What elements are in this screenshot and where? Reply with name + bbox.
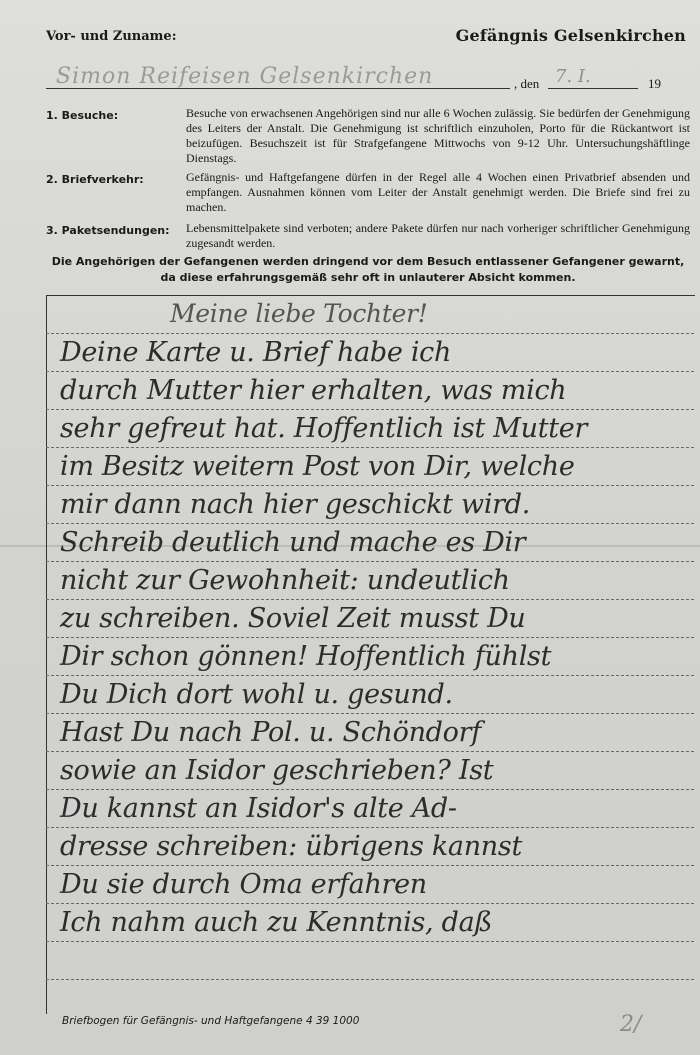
ruled-line — [46, 637, 694, 638]
ruled-line — [46, 979, 694, 980]
ruled-line — [46, 447, 694, 448]
handwritten-line: nicht zur Gewohnheit: undeutlich — [60, 565, 510, 596]
form-footer: Briefbogen für Gefängnis- und Haftgefangene 4 39 1000 — [62, 1015, 360, 1027]
handwritten-line: sehr gefreut hat. Hoffentlich ist Mutter — [60, 413, 588, 444]
handwritten-line: zu schreiben. Soviel Zeit musst Du — [60, 603, 526, 634]
warning-notice: Die Angehörigen der Gefangenen werden dringend vor dem Besuch entlassener Gefangener gewarnt, da diese erfahrungsgemäß sehr oft in unlauterer Absicht kommen. — [51, 255, 685, 284]
corner-mark: 2/ — [620, 1012, 642, 1037]
handwritten-line: Dir schon gönnen! Hoffentlich fühlst — [60, 641, 552, 672]
sender-handwritten: Simon Reifeisen Gelsenkirchen — [56, 64, 434, 89]
date-label: , den — [514, 76, 540, 91]
ruled-line — [46, 599, 694, 600]
name-line — [46, 88, 510, 89]
ruled-line — [46, 713, 694, 714]
ruled-line — [46, 409, 694, 410]
handwritten-line: dresse schreiben: übrigens kannst — [60, 831, 523, 862]
date-line — [548, 88, 638, 89]
ruled-line — [46, 827, 694, 828]
handwritten-line: Hast Du nach Pol. u. Schöndorf — [60, 717, 481, 748]
name-label: Vor- und Zuname: — [46, 29, 177, 44]
ruled-line — [46, 561, 694, 562]
ruled-line — [46, 333, 694, 334]
handwritten-line: Du sie durch Oma erfahren — [60, 869, 427, 900]
handwritten-line: Schreib deutlich und mache es Dir — [60, 527, 526, 558]
handwritten-line: mir dann nach hier geschickt wird. — [60, 489, 531, 520]
ruled-line — [46, 751, 694, 752]
ruled-line — [46, 903, 694, 904]
ruled-line — [46, 789, 694, 790]
rule-label-letters: 2. Briefverkehr: — [46, 173, 144, 186]
handwritten-line: Deine Karte u. Brief habe ich — [60, 337, 452, 368]
ruled-line — [46, 485, 694, 486]
year-prefix: 19 — [648, 76, 661, 91]
handwritten-line: Meine liebe Tochter! — [170, 299, 428, 328]
handwritten-line: Du kannst an Isidor's alte Ad- — [60, 793, 457, 824]
ruled-line — [46, 865, 694, 866]
rule-label-parcels: 3. Paketsendungen: — [46, 224, 170, 237]
rule-text-visits: Besuche von erwachsenen Angehörigen sind nur alle 6 Wochen zulässig. Sie bedürfen der Genehmigung des Leiters der Anstalt. Die Genehmigung ist schriftlich einzuholen, Porto für die Rückantwort ist beizufügen. Besuchszeit ist für Strafgefangene Mittwochs von 9-12 Uhr. Untersuchungshäftlinge Dienstags. — [186, 106, 690, 165]
handwritten-line: im Besitz weitern Post von Dir, welche — [60, 451, 575, 482]
ruled-line — [46, 523, 694, 524]
rule-text-parcels: Lebensmittelpakete sind verboten; andere Pakete dürfen nur nach vorheriger schriftlicher Genehmigung zugesandt werden. — [186, 221, 690, 250]
ruled-line — [46, 675, 694, 676]
ruled-line — [46, 941, 694, 942]
rule-label-visits: 1. Besuche: — [46, 109, 119, 122]
handwritten-line: sowie an Isidor geschrieben? Ist — [60, 755, 494, 786]
handwritten-line: Ich nahm auch zu Kenntnis, daß — [60, 907, 493, 938]
date-handwritten: 7. I. — [555, 66, 591, 87]
rule-text-letters: Gefängnis- und Haftgefangene dürfen in der Regel alle 4 Wochen einen Privatbrief absenden und empfangen. Ausnahmen können vom Leiter der Anstalt genehmigt werden. Die Briefe sind frei zu machen. — [186, 170, 690, 214]
handwritten-line: Du Dich dort wohl u. gesund. — [60, 679, 453, 710]
ruled-line — [46, 371, 694, 372]
handwritten-line: durch Mutter hier erhalten, was mich — [60, 375, 567, 406]
institution-title: Gefängnis Gelsenkirchen — [455, 26, 686, 45]
